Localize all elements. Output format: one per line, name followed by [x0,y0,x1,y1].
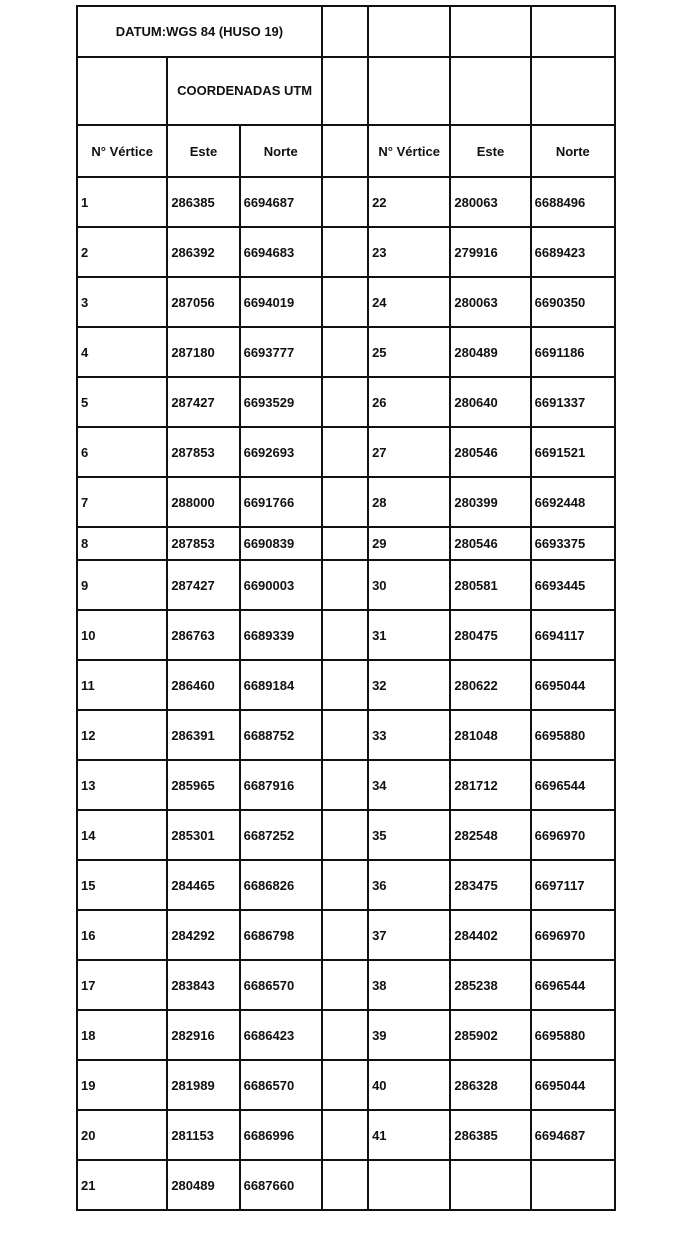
norte-value: 6689184 [240,660,322,710]
norte-value: 6694117 [531,610,615,660]
vertex-number: 23 [368,227,450,277]
vertex-number: 18 [77,1010,167,1060]
group-header-row [77,57,615,125]
table-row [77,1060,615,1110]
table-row [77,860,615,910]
norte-value: 6690003 [240,560,322,610]
este-value [450,1160,530,1210]
vertex-number: 3 [77,277,167,327]
norte-value: 6686798 [240,910,322,960]
este-value: 281712 [450,760,530,810]
norte-value: 6686570 [240,960,322,1010]
norte-value: 6692693 [240,427,322,477]
vertex-number: 34 [368,760,450,810]
spacer-cell [322,377,368,427]
norte-value: 6686570 [240,1060,322,1110]
este-value: 279916 [450,227,530,277]
norte-value: 6690350 [531,277,615,327]
table-row [77,277,615,327]
este-value: 282916 [167,1010,239,1060]
este-value: 284402 [450,910,530,960]
vertex-number: 8 [77,527,167,560]
este-value: 280546 [450,527,530,560]
vertex-number: 33 [368,710,450,760]
vertex-number: 9 [77,560,167,610]
norte-value: 6693375 [531,527,615,560]
norte-value: 6687660 [240,1160,322,1210]
norte-value: 6689339 [240,610,322,660]
vertex-number: 4 [77,327,167,377]
norte-value: 6691337 [531,377,615,427]
norte-value: 6688496 [531,177,615,227]
coordinates-group-label: COORDENADAS UTM [167,57,322,125]
este-value: 280489 [450,327,530,377]
este-value: 280063 [450,277,530,327]
vertex-number: 7 [77,477,167,527]
este-value: 285301 [167,810,239,860]
este-value: 280581 [450,560,530,610]
norte-value: 6695880 [531,710,615,760]
spacer-cell [322,1060,368,1110]
col-este-header: Este [167,125,239,177]
este-value: 283475 [450,860,530,910]
table-row [77,177,615,227]
empty-cell [368,6,450,57]
este-value: 281153 [167,1110,239,1160]
vertex-number: 20 [77,1110,167,1160]
norte-value: 6691521 [531,427,615,477]
vertex-number: 32 [368,660,450,710]
table-row [77,960,615,1010]
este-value: 280546 [450,427,530,477]
spacer-cell [322,177,368,227]
datum-row [77,6,615,57]
vertex-number: 29 [368,527,450,560]
table-row [77,1010,615,1060]
table-row [77,560,615,610]
spacer-cell [322,860,368,910]
este-value: 280489 [167,1160,239,1210]
este-value: 282548 [450,810,530,860]
vertex-number: 40 [368,1060,450,1110]
norte-value: 6695044 [531,1060,615,1110]
spacer-cell [322,910,368,960]
norte-value: 6697117 [531,860,615,910]
norte-value: 6695880 [531,1010,615,1060]
empty-cell [450,57,530,125]
este-value: 287427 [167,560,239,610]
table-row [77,227,615,277]
norte-value: 6694019 [240,277,322,327]
este-value: 281048 [450,710,530,760]
spacer-cell [322,1160,368,1210]
spacer-cell [322,6,368,57]
vertex-number: 1 [77,177,167,227]
norte-value: 6688752 [240,710,322,760]
este-value: 281989 [167,1060,239,1110]
spacer-cell [322,477,368,527]
norte-value: 6689423 [531,227,615,277]
table-row [77,477,615,527]
norte-value: 6696544 [531,960,615,1010]
vertex-number: 11 [77,660,167,710]
col-norte-header: Norte [240,125,322,177]
norte-value: 6687252 [240,810,322,860]
empty-cell [450,6,530,57]
spacer-cell [322,610,368,660]
vertex-number: 14 [77,810,167,860]
table-row [77,760,615,810]
col-vertice-header: N° Vértice [77,125,167,177]
table-row [77,327,615,377]
vertex-number: 19 [77,1060,167,1110]
vertex-number: 22 [368,177,450,227]
este-value: 284292 [167,910,239,960]
norte-value: 6693777 [240,327,322,377]
table-row [77,1110,615,1160]
vertex-number: 16 [77,910,167,960]
este-value: 286328 [450,1060,530,1110]
norte-value: 6686996 [240,1110,322,1160]
norte-value: 6695044 [531,660,615,710]
vertex-number: 6 [77,427,167,477]
norte-value: 6693529 [240,377,322,427]
vertex-number: 26 [368,377,450,427]
spacer-cell [322,960,368,1010]
vertex-number: 35 [368,810,450,860]
este-value: 283843 [167,960,239,1010]
spacer-cell [322,57,368,125]
norte-value: 6687916 [240,760,322,810]
vertex-number: 2 [77,227,167,277]
este-value: 288000 [167,477,239,527]
este-value: 285902 [450,1010,530,1060]
este-value: 280622 [450,660,530,710]
table-row [77,427,615,477]
vertex-number: 30 [368,560,450,610]
empty-cell [531,57,615,125]
col-este-header-2: Este [450,125,530,177]
col-vertice-header-2: N° Vértice [368,125,450,177]
norte-value: 6694687 [531,1110,615,1160]
norte-value: 6691766 [240,477,322,527]
este-value: 286385 [450,1110,530,1160]
table-row [77,660,615,710]
norte-value: 6690839 [240,527,322,560]
table-row [77,810,615,860]
spacer-cell [322,527,368,560]
spacer-cell [322,560,368,610]
este-value: 280475 [450,610,530,660]
vertex-number: 28 [368,477,450,527]
vertex-number: 24 [368,277,450,327]
datum-label: DATUM:WGS 84 (HUSO 19) [77,6,322,57]
vertex-number: 10 [77,610,167,660]
vertex-number: 31 [368,610,450,660]
este-value: 287180 [167,327,239,377]
este-value: 285238 [450,960,530,1010]
spacer-cell [322,660,368,710]
col-norte-header-2: Norte [531,125,615,177]
norte-value: 6696970 [531,910,615,960]
vertex-number: 39 [368,1010,450,1060]
norte-value: 6694687 [240,177,322,227]
vertex-number: 27 [368,427,450,477]
este-value: 286763 [167,610,239,660]
este-value: 287853 [167,527,239,560]
table-row [77,377,615,427]
spacer-cell [322,277,368,327]
spacer-cell [322,710,368,760]
spacer-cell [322,227,368,277]
coordinates-table [76,5,616,1211]
vertex-number: 17 [77,960,167,1010]
vertex-number: 12 [77,710,167,760]
este-value: 287427 [167,377,239,427]
spacer-cell [322,760,368,810]
norte-value [531,1160,615,1210]
este-value: 280640 [450,377,530,427]
table-row [77,910,615,960]
vertex-number: 25 [368,327,450,377]
vertex-number: 37 [368,910,450,960]
table-row [77,710,615,760]
este-value: 286385 [167,177,239,227]
este-value: 284465 [167,860,239,910]
norte-value: 6686826 [240,860,322,910]
column-header-row [77,125,615,177]
table-row [77,1160,615,1210]
este-value: 286391 [167,710,239,760]
table-row [77,527,615,560]
vertex-number: 5 [77,377,167,427]
este-value: 286392 [167,227,239,277]
norte-value: 6693445 [531,560,615,610]
este-value: 287056 [167,277,239,327]
vertex-number: 15 [77,860,167,910]
empty-cell [77,57,167,125]
norte-value: 6696970 [531,810,615,860]
vertex-number: 41 [368,1110,450,1160]
norte-value: 6692448 [531,477,615,527]
table-row [77,610,615,660]
este-value: 280063 [450,177,530,227]
spacer-cell [322,810,368,860]
este-value: 286460 [167,660,239,710]
norte-value: 6696544 [531,760,615,810]
norte-value: 6686423 [240,1010,322,1060]
este-value: 280399 [450,477,530,527]
spacer-cell [322,327,368,377]
norte-value: 6691186 [531,327,615,377]
empty-cell [531,6,615,57]
vertex-number [368,1160,450,1210]
spacer-cell [322,1010,368,1060]
vertex-number: 21 [77,1160,167,1210]
vertex-number: 36 [368,860,450,910]
vertex-number: 13 [77,760,167,810]
spacer-cell [322,125,368,177]
spacer-cell [322,427,368,477]
empty-cell [368,57,450,125]
spacer-cell [322,1110,368,1160]
este-value: 285965 [167,760,239,810]
vertex-number: 38 [368,960,450,1010]
norte-value: 6694683 [240,227,322,277]
este-value: 287853 [167,427,239,477]
